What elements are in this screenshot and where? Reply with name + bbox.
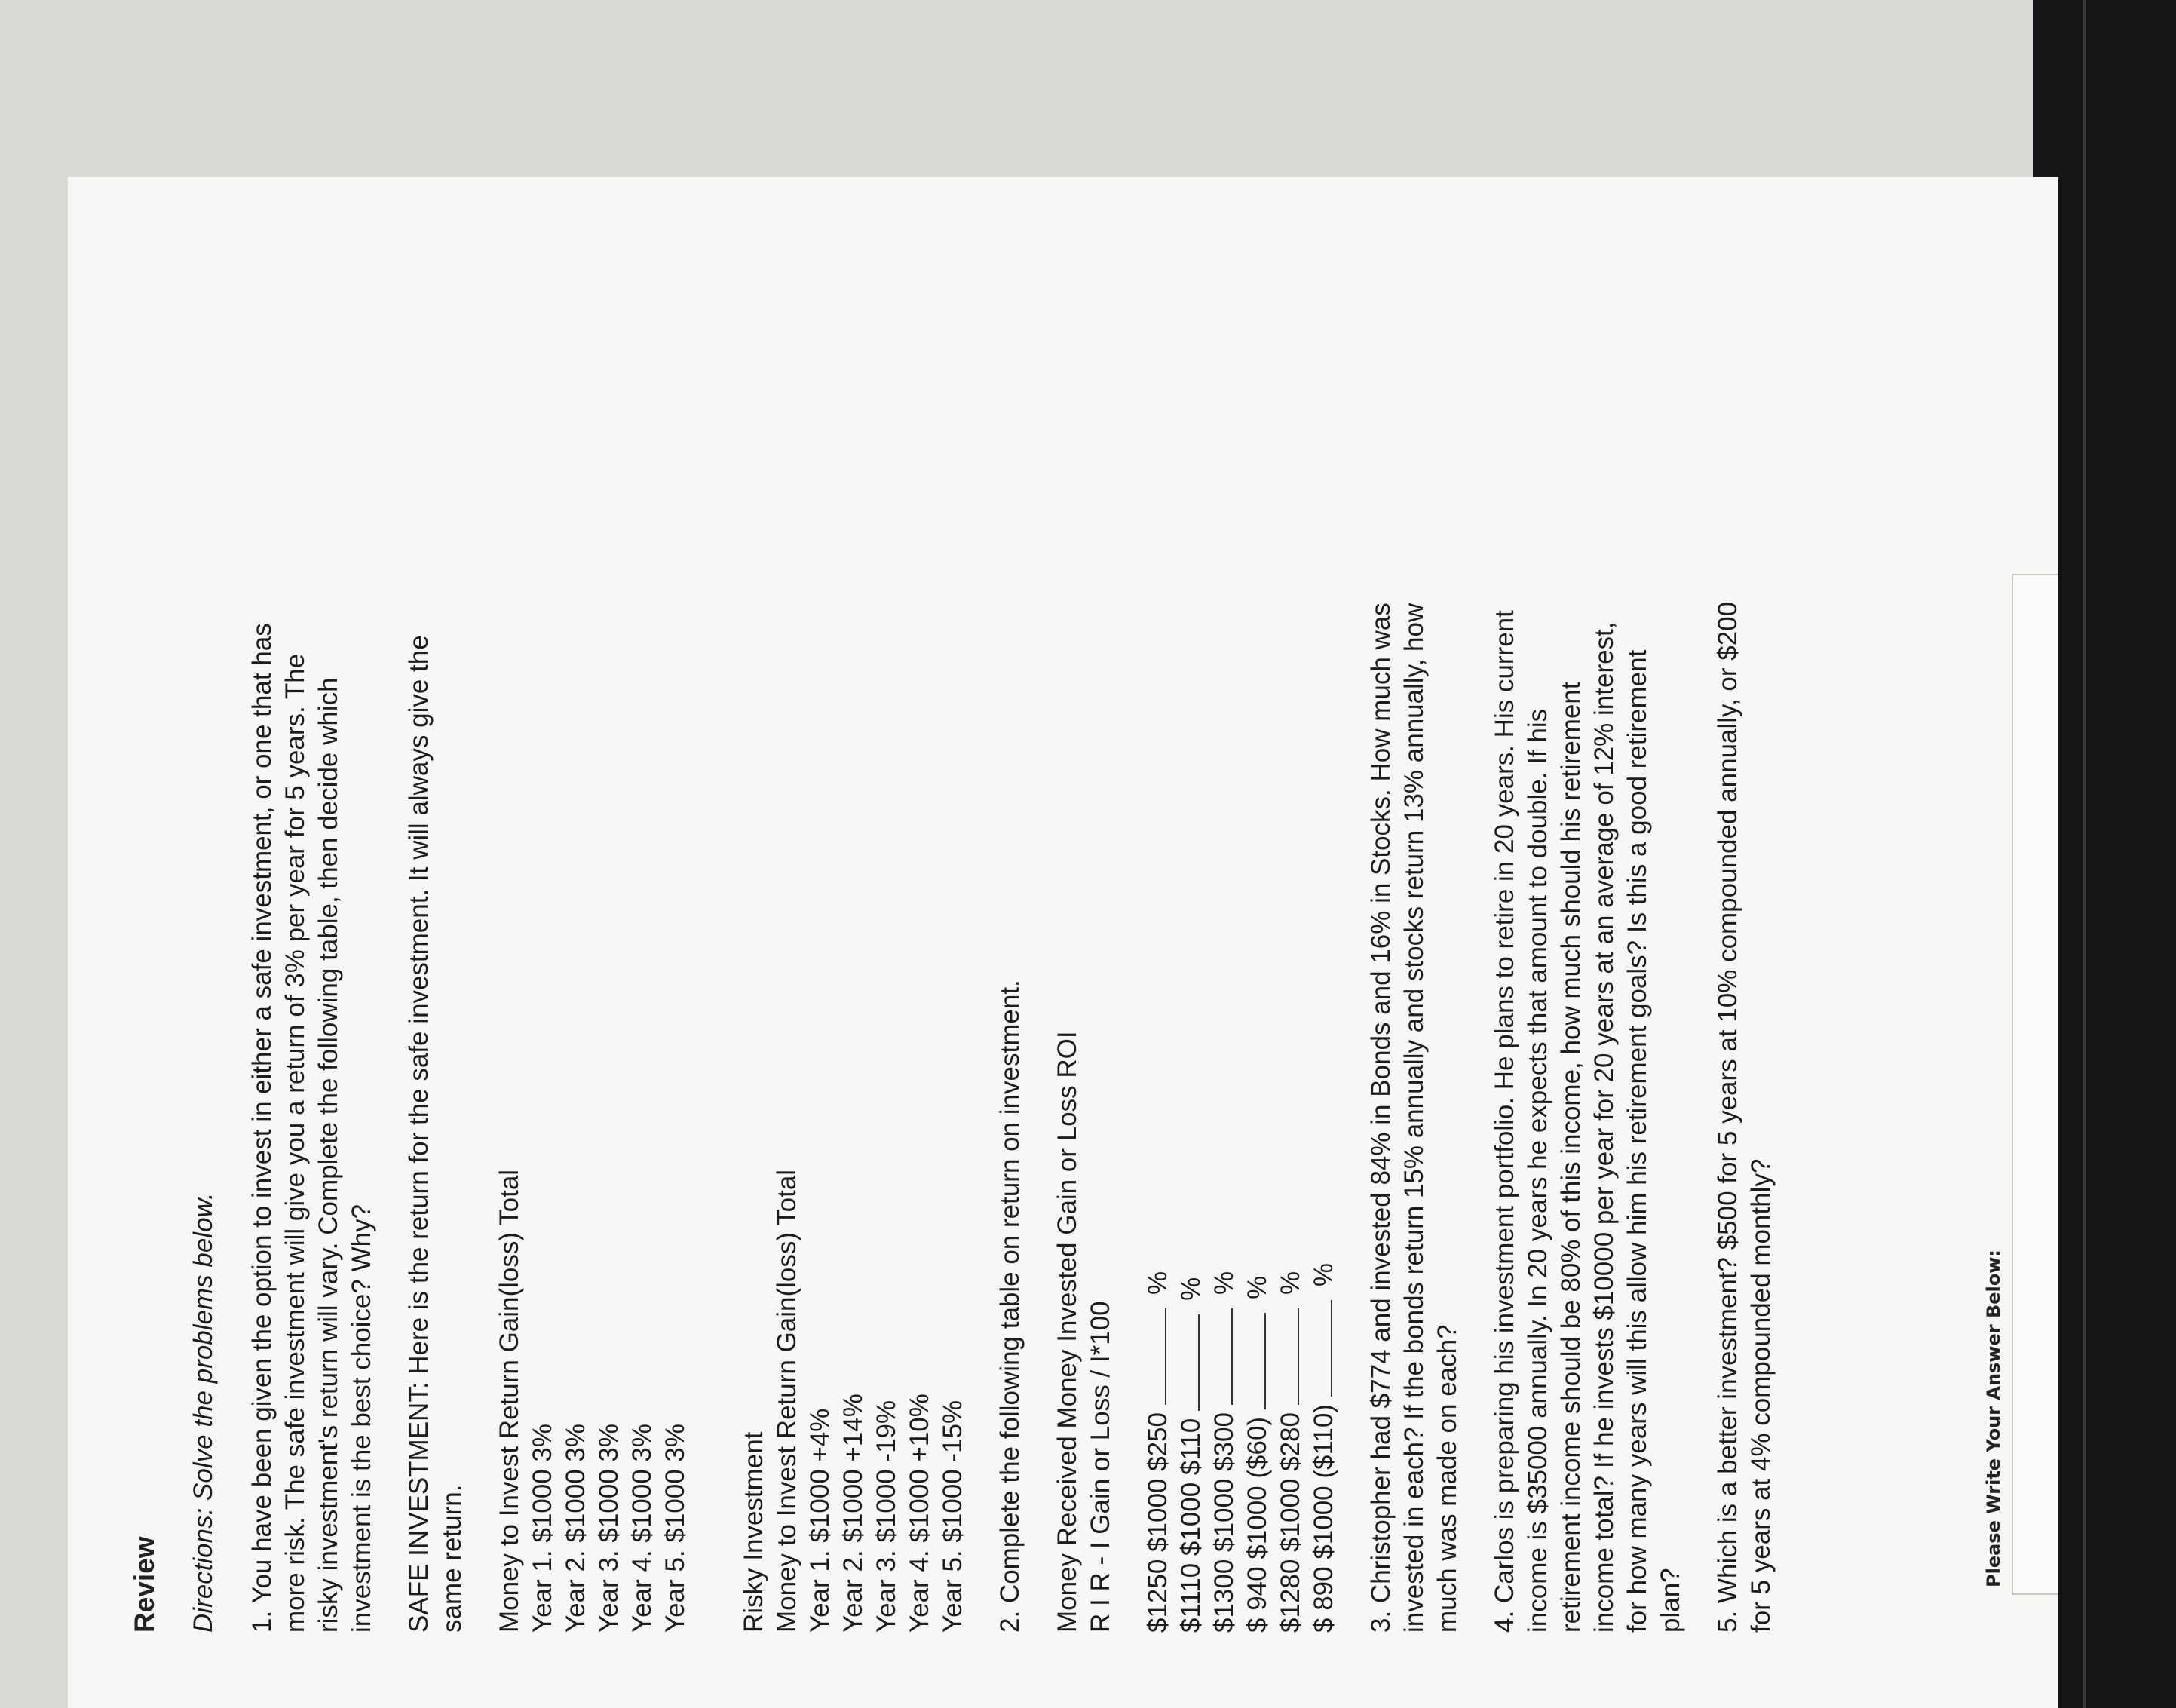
- roi-row: [1307, 200, 1341, 1633]
- roi-percent-sign: %: [1309, 1262, 1338, 1287]
- safe-table-row: Year 2. $1000 3%: [561, 1424, 590, 1633]
- roi-percent-sign: %: [1143, 1271, 1172, 1296]
- answer-input-box[interactable]: [2012, 574, 2058, 1595]
- question-3: [1365, 200, 1464, 1633]
- worksheet-page: [68, 177, 2058, 1708]
- safe-investment-table: [493, 200, 692, 1633]
- question-5: [1712, 200, 1778, 1633]
- roi-header-line: Money Received Money Invested Gain or Loss ROI: [1053, 1031, 1082, 1633]
- risky-table-row: Year 1. $1000 +4%: [805, 1408, 835, 1633]
- roi-row-values: $ 940 $1000 ($60): [1243, 1416, 1272, 1633]
- safe-table-header: Money to Invest Return Gain(loss) Total: [495, 1169, 524, 1633]
- question-3-line: invested in each? If the bonds return 15% annually and stocks return 13% annually, how: [1399, 603, 1429, 1633]
- risky-table-row: Year 5. $1000 -15%: [938, 1400, 967, 1633]
- question-1: [246, 200, 379, 1633]
- safe-intro-line: same return.: [437, 1484, 467, 1633]
- question-4-line: plan?: [1656, 1568, 1685, 1633]
- risky-investment-table: [737, 200, 970, 1633]
- question-1-line: more risk. The safe investment will give you a return of 3% per year for 5 years. The: [280, 653, 310, 1633]
- roi-header-line: R I R - I Gain or Loss / I*100: [1086, 1301, 1115, 1633]
- question-1-line: 1. You have been given the option to invest in either a safe investment, or one that has: [247, 623, 277, 1633]
- risky-table-header: Money to Invest Return Gain(loss) Total: [772, 1169, 801, 1633]
- roi-percent-sign: %: [1276, 1271, 1305, 1296]
- question-1-line: risky investment's return will vary. Complete the following table, then decide which: [314, 677, 343, 1633]
- safe-intro-line: SAFE INVESTMENT: Here is the return for the safe investment. It will always give the: [404, 635, 434, 1633]
- roi-row-values: $1250 $1000 $250: [1143, 1412, 1172, 1633]
- question-4-line: income is $35000 annually. In 20 years he expects that amount to double. If his: [1523, 708, 1552, 1633]
- roi-answer-blank[interactable]: [1209, 1308, 1233, 1405]
- roi-row: [1175, 200, 1208, 1633]
- roi-answer-blank[interactable]: [1308, 1300, 1332, 1397]
- question-4-line: 4. Carlos is preparing his investment portfolio. He plans to retire in 20 years. His current: [1490, 610, 1519, 1633]
- risky-table-row: Year 3. $1000 -19%: [872, 1400, 901, 1633]
- worksheet-content: [128, 200, 1802, 1633]
- roi-row: [1142, 200, 1175, 1633]
- question-5-line: 5. Which is a better investment? $500 for 5 years at 10% compounded annually, or $200: [1713, 601, 1742, 1633]
- question-3-line: much was made on each?: [1433, 1324, 1462, 1633]
- safe-table-row: Year 5. $1000 3%: [660, 1424, 690, 1633]
- section-title: Review: [129, 1536, 160, 1633]
- roi-percent-sign: %: [1243, 1275, 1272, 1299]
- question-5-line: for 5 years at 4% compounded monthly?: [1746, 1158, 1776, 1633]
- question-4-line: income total? If he invests $10000 per year for 20 years at an average of 12% interest,: [1589, 621, 1619, 1633]
- roi-row-values: $1300 $1000 $300: [1209, 1412, 1239, 1633]
- directions-text: Directions: Solve the problems below.: [188, 1192, 218, 1633]
- roi-percent-sign: %: [1176, 1277, 1206, 1301]
- roi-percent-sign: %: [1209, 1271, 1239, 1296]
- safe-table-row: Year 1. $1000 3%: [528, 1424, 557, 1633]
- roi-answer-blank[interactable]: [1175, 1314, 1200, 1411]
- roi-row-values: $1280 $1000 $280: [1276, 1412, 1305, 1633]
- roi-row: [1274, 200, 1307, 1633]
- safe-investment-intro: [403, 200, 469, 1633]
- question-3-line: 3. Christopher had $774 and invested 84% in Bonds and 16% in Stocks. How much was: [1366, 603, 1396, 1633]
- question-4-line: for how many years will this allow him his retirement goals? Is this a good retirement: [1623, 649, 1652, 1633]
- answer-prompt-label: Please Write Your Answer Below:: [1983, 1249, 2004, 1587]
- question-1-line: investment is the best choice? Why?: [347, 1204, 376, 1633]
- safe-table-row: Year 3. $1000 3%: [594, 1424, 624, 1633]
- question-4-line: retirement income should be 80% of this income, how much should his retirement: [1556, 682, 1586, 1633]
- roi-row-values: $1110 $1000 $110: [1176, 1418, 1206, 1633]
- question-2: 2. Complete the following table on return on investment.: [995, 980, 1025, 1633]
- question-4: [1488, 200, 1687, 1633]
- risky-table-title: Risky Investment: [739, 1431, 768, 1633]
- roi-row: [1241, 200, 1274, 1633]
- roi-answer-blank[interactable]: [1275, 1308, 1299, 1405]
- roi-row-values: $ 890 $1000 ($110): [1309, 1404, 1338, 1633]
- safe-table-row: Year 4. $1000 3%: [627, 1424, 657, 1633]
- roi-table: [1051, 200, 1341, 1633]
- roi-row: [1208, 200, 1241, 1633]
- roi-answer-blank[interactable]: [1142, 1308, 1166, 1405]
- risky-table-row: Year 2. $1000 +14%: [838, 1394, 868, 1633]
- roi-answer-blank[interactable]: [1242, 1313, 1266, 1409]
- risky-table-row: Year 4. $1000 +10%: [905, 1394, 934, 1633]
